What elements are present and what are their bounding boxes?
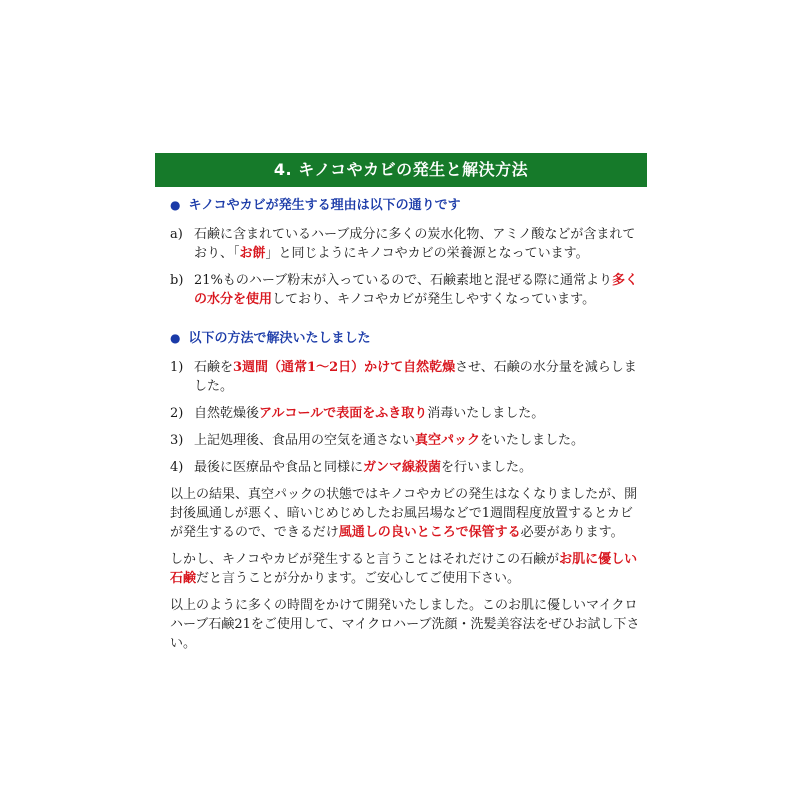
item-text: 最後に医療品や食品と同様にガンマ線殺菌を行いました。 [194, 460, 533, 475]
item-marker: 1) [170, 360, 184, 375]
item-text: 21%ものハーブ粉末が入っているので、石鹸素地と混ぜる際に通常より多くの水分を使用しており、キノコやカビが発生しやすくなっています。 [194, 273, 639, 307]
section-banner [155, 153, 647, 187]
list-item [170, 458, 640, 477]
item-marker: 4) [170, 460, 184, 475]
item-marker: 2) [170, 406, 184, 421]
list-item [170, 358, 640, 396]
section2-heading: ● 以下の方法で解決いたしました [170, 331, 371, 346]
item-marker: a) [170, 227, 183, 242]
item-marker: 3) [170, 433, 184, 448]
bullet-dot-icon: ● [170, 331, 181, 345]
bullet-dot-icon: ● [170, 198, 181, 212]
item-text: 自然乾燥後アルコールで表面をふき取り消毒いたしました。 [194, 406, 545, 421]
list-item [170, 271, 640, 309]
item-text: 上記処理後、食品用の空気を通さない真空パックをいたしました。 [194, 433, 585, 448]
list-item [170, 431, 640, 450]
item-text: 石鹸に含まれているハーブ成分に多くの炭水化物、アミノ酸などが含まれており、「お餅」と同じようにキノコやカビの栄養源となっています。 [194, 227, 636, 261]
item-text: 石鹸を3週間（通常1～2日）かけて自然乾燥させ、石鹸の水分量を減らしました。 [194, 360, 637, 394]
paragraph: 以上の結果、真空パックの状態ではキノコやカビの発生はなくなりましたが、開封後風通しが悪く、暗いじめじめしたお風呂場などで1週間程度放置するとカビが発生するので、できるだけ風通しの良いところで保管する必要があります。 [170, 487, 638, 540]
paragraph: 以上のように多くの時間をかけて開発いたしました。このお肌に優しいマイクロハーブ石鹸21をご使用して、マイクロハーブ洗顔・洗髪美容法をぜひお試し下さい。 [170, 598, 640, 651]
list-item [170, 404, 640, 423]
content [170, 196, 640, 661]
paragraph: しかし、キノコやカビが発生すると言うことはそれだけこの石鹸がお肌に優しい石鹸だと言うことが分かります。ご安心してご使用下さい。 [170, 552, 638, 586]
list-item [170, 225, 640, 263]
item-marker: b) [170, 273, 184, 288]
section1-heading: ● キノコやカビが発生する理由は以下の通りです [170, 198, 461, 213]
banner-title: 4. キノコやカビの発生と解決方法 [273, 160, 529, 179]
